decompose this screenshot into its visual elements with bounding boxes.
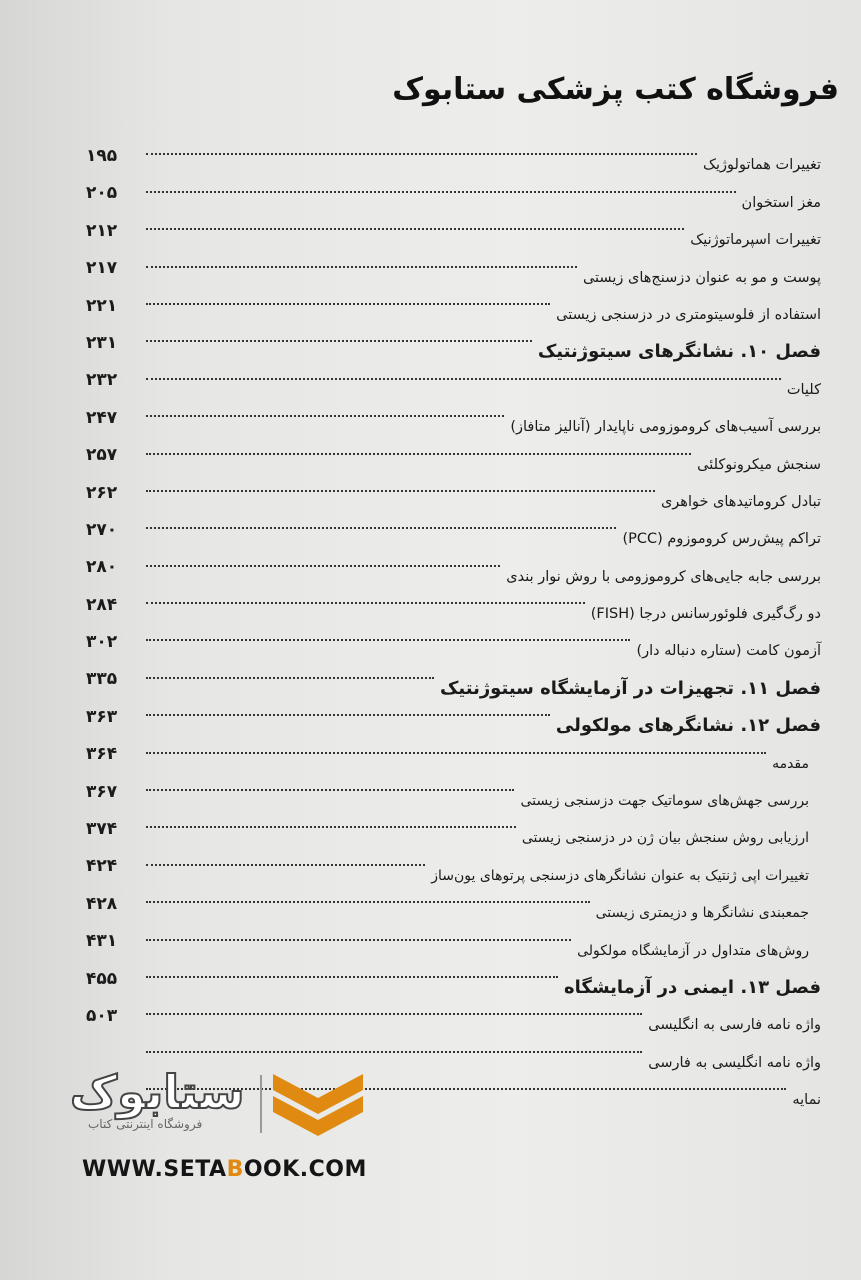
toc-leader-dots (146, 939, 571, 941)
toc-page-number: ۳۶۷ (86, 781, 118, 802)
toc-chapter (86, 663, 821, 700)
logo-divider (260, 1075, 262, 1133)
toc-entry-title: تبادل کروماتیدهای خواهری (660, 493, 821, 510)
toc-leader-dots (146, 453, 691, 455)
toc-entry-title: مغز استخوان (741, 194, 821, 211)
toc-entry-title: استفاده از فلوسیتومتری در دزسنجی زیستی (556, 306, 821, 323)
toc-page-number: ۲۸۰ (86, 557, 118, 578)
url-accent: B (226, 1157, 244, 1182)
toc-entry (86, 738, 821, 775)
toc-leader-dots (146, 789, 514, 791)
toc-entry (86, 477, 821, 514)
toc-entry (86, 589, 821, 626)
toc-entry (86, 252, 821, 289)
setabook-logo (68, 1065, 368, 1195)
toc-entry (86, 402, 821, 439)
toc-entry (86, 1000, 821, 1037)
toc-entry (86, 888, 821, 925)
toc-entry-body (90, 266, 821, 290)
toc-entry-title: سنجش میکرونوکلئی (697, 456, 821, 473)
toc-leader-dots (146, 153, 697, 155)
toc-entry-title: فصل ۱۳. ایمنی در آزمایشگاه (564, 976, 821, 998)
toc-entry-body (90, 752, 821, 776)
toc-chapter (86, 327, 821, 364)
toc-page-number: ۴۲۸ (86, 893, 118, 914)
toc-entry-body (90, 826, 821, 850)
toc-leader-dots (146, 565, 500, 567)
toc-page-number: ۲۱۲ (86, 220, 118, 241)
toc-entry-title: روش‌های متداول در آزمایشگاه مولکولی (577, 942, 809, 959)
toc-entry-body (90, 153, 821, 177)
page-header: فروشگاه کتب پزشکی ستابوک (392, 72, 839, 107)
toc-leader-dots (146, 602, 585, 604)
toc-entry-body (90, 639, 821, 663)
toc-leader-dots (146, 714, 550, 716)
toc-entry-body (90, 677, 821, 701)
toc-entry-title: نمایه (792, 1092, 821, 1109)
toc-entry (86, 626, 821, 663)
toc-page-number: ۴۲۴ (86, 856, 118, 877)
toc-entry (86, 850, 821, 887)
toc-leader-dots (146, 266, 577, 268)
toc-entry-title: دو رگ‌گیری فلوئورسانس درجا (FISH) (590, 606, 821, 623)
toc-entry-title: تغییرات اسپرماتوژنیک (690, 232, 821, 249)
toc-entry-body (90, 527, 821, 551)
toc-entry (86, 215, 821, 252)
toc-entry (86, 551, 821, 588)
toc-entry-title: تغییرات اپی ژنتیک به عنوان نشانگرهای دزسنجی پرتوهای یون‌ساز (431, 867, 809, 884)
logo-url (82, 1157, 367, 1182)
toc-leader-dots (146, 639, 630, 641)
toc-leader-dots (146, 1051, 642, 1053)
toc-entry-title: فصل ۱۱. تجهیزات در آزمایشگاه سیتوژنتیک (439, 677, 821, 699)
logo-tagline: فروشگاه اینترنتی کتاب (88, 1117, 203, 1131)
toc-entry-title: بررسی جابه جایی‌های کروموزومی با روش نوار بندی (506, 568, 821, 585)
toc-page-number: ۳۶۳ (86, 706, 118, 727)
toc-leader-dots (146, 677, 434, 679)
toc-entry-body (90, 714, 821, 738)
url-suffix: OOK.COM (243, 1157, 367, 1182)
toc-entry-body (90, 191, 821, 215)
toc-entry-title: جمعبندی نشانگرها و دزیمتری زیستی (595, 905, 809, 922)
toc-entry (86, 925, 821, 962)
toc-entry-body (90, 415, 821, 439)
toc-entry-title: فصل ۱۲. نشانگرهای مولکولی (555, 715, 821, 737)
toc-leader-dots (146, 415, 504, 417)
toc-entry-body (90, 378, 821, 402)
toc-page-number: ۲۰۵ (86, 183, 118, 204)
toc-entry-title: بررسی جهش‌های سوماتیک جهت دزسنجی زیستی (520, 793, 809, 810)
toc-entry-body (90, 939, 821, 963)
url-prefix: WWW.SETA (82, 1157, 227, 1182)
toc-entry (86, 776, 821, 813)
toc-entry-title: بررسی آسیب‌های کروموزومی ناپایدار (آنالیز متافاز) (510, 419, 821, 436)
toc-leader-dots (146, 976, 558, 978)
toc-leader-dots (146, 826, 516, 828)
toc-entry-body (90, 864, 821, 888)
toc-page-number: ۲۳۱ (86, 332, 118, 353)
toc-entry-title: تراکم پیش‌رس کروموزوم (PCC) (622, 531, 821, 548)
toc-entry-body (90, 901, 821, 925)
toc-entry-body (90, 976, 821, 1000)
toc-page-number: ۲۲۱ (86, 295, 118, 316)
toc-leader-dots (146, 303, 550, 305)
toc-entry (86, 290, 821, 327)
toc-leader-dots (146, 527, 616, 529)
toc-entry-body (90, 340, 821, 364)
toc-page-number: ۲۳۲ (86, 370, 118, 391)
toc-leader-dots (146, 752, 766, 754)
toc-entry-body (90, 303, 821, 327)
toc-entry-title: پوست و مو به عنوان دزسنج‌های زیستی (582, 269, 821, 286)
toc-page-number: ۲۱۷ (86, 258, 118, 279)
toc-entry (86, 439, 821, 476)
toc-entry-body (90, 228, 821, 252)
toc-leader-dots (146, 490, 655, 492)
toc-page-number: ۱۹۵ (86, 146, 118, 166)
toc-leader-dots (146, 864, 425, 866)
toc-page-number: ۲۵۷ (86, 445, 118, 466)
toc-entry-body (90, 453, 821, 477)
toc-entry-title: تغییرات هماتولوژیک (703, 157, 821, 174)
toc-leader-dots (146, 378, 781, 380)
toc-entry-title: ارزیابی روش سنجش بیان ژن در دزسنجی زیستی (521, 830, 809, 847)
toc-entry-title: واژه نامه فارسی به انگلیسی (648, 1017, 821, 1034)
toc-page-number: ۴۵۵ (86, 968, 118, 989)
toc-leader-dots (146, 340, 532, 342)
toc-leader-dots (146, 1013, 642, 1015)
toc-page-number: ۳۳۵ (86, 669, 118, 690)
toc-page-number: ۲۸۴ (86, 594, 118, 615)
logo-wordmark: ستابوک (70, 1065, 245, 1119)
toc-page-number: ۵۰۳ (86, 1005, 118, 1026)
toc-entry (86, 140, 821, 177)
toc-leader-dots (146, 901, 590, 903)
toc-entry (86, 364, 821, 401)
toc-page-number: ۳۶۴ (86, 744, 118, 765)
toc-chapter (86, 701, 821, 738)
toc-leader-dots (146, 191, 736, 193)
toc-entry (86, 813, 821, 850)
table-of-contents (86, 140, 821, 1112)
toc-page-number: ۴۳۱ (86, 931, 118, 952)
toc-entry-body (90, 1013, 821, 1037)
toc-entry-body (90, 602, 821, 626)
toc-entry (86, 177, 821, 214)
toc-entry-body (90, 490, 821, 514)
toc-page-number: ۳۷۴ (86, 819, 118, 840)
toc-page-number: ۲۶۲ (86, 482, 118, 503)
toc-page-number: ۲۴۷ (86, 407, 118, 428)
toc-leader-dots (146, 228, 684, 230)
toc-page-number: ۲۷۰ (86, 519, 118, 540)
toc-chapter (86, 963, 821, 1000)
book-chevron-icon (273, 1070, 363, 1136)
toc-page-number: ۳۰۲ (86, 632, 118, 653)
toc-entry-title: کلیات (786, 381, 821, 398)
toc-entry-title: واژه نامه انگلیسی به فارسی (648, 1054, 821, 1071)
toc-entry-title: آزمون کامت (ستاره دنباله دار) (636, 643, 821, 660)
toc-entry-title: فصل ۱۰. نشانگرهای سیتوژنتیک (537, 341, 821, 363)
toc-entry-body (90, 789, 821, 813)
toc-entry-title: مقدمه (772, 755, 809, 772)
toc-entry-body (90, 565, 821, 589)
toc-entry (86, 514, 821, 551)
